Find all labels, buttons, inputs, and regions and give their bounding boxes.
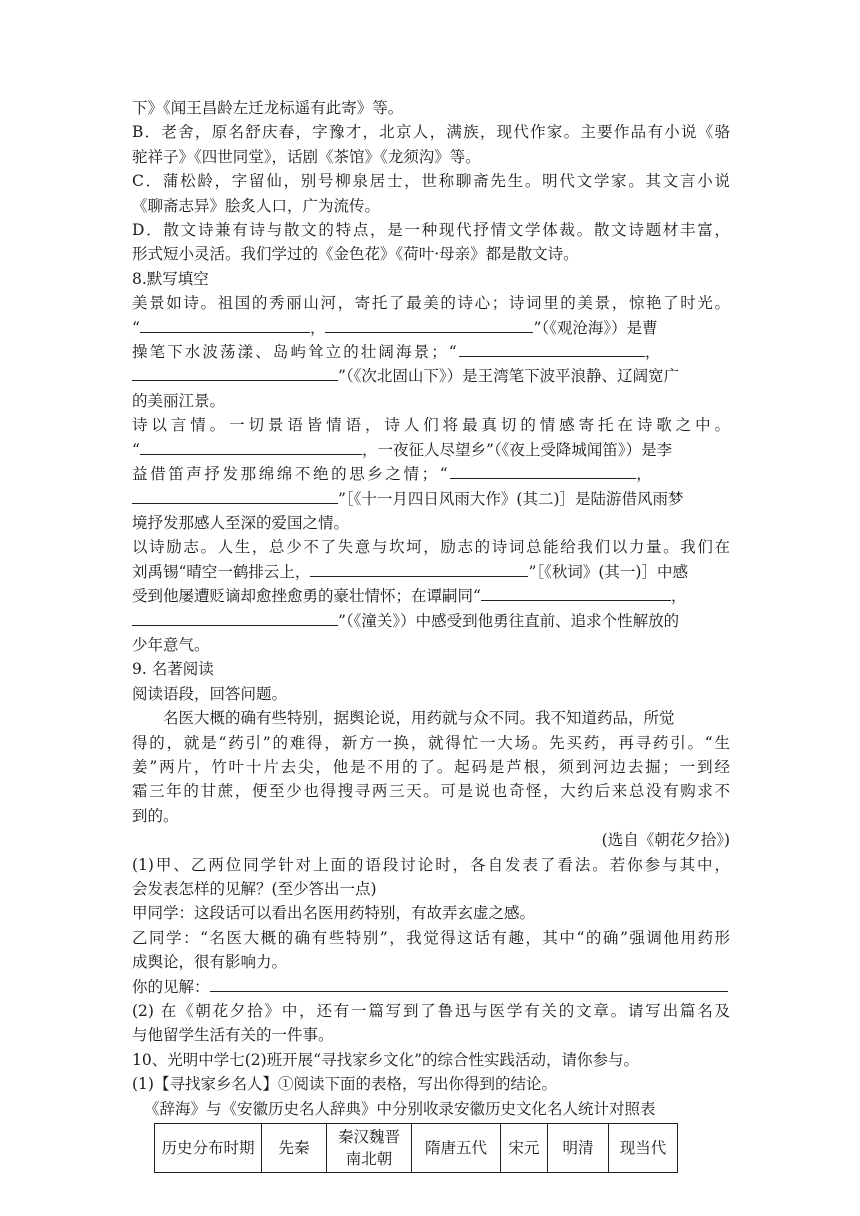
text-line: 诗以言情。一切景语皆情语，诗人们将最真切的情感寄托在诗歌之中。	[132, 416, 730, 435]
answer-blank[interactable]	[132, 365, 338, 381]
answer-blank[interactable]	[140, 317, 310, 333]
text-line: 境抒发那感人至深的爱国之情。	[132, 513, 350, 532]
option-b-line2: 驼祥子》《四世同堂》，话剧《茶馆》《龙须沟》等。	[132, 147, 481, 166]
option-c-line1: C．蒲松龄，字留仙，别号柳泉居士，世称聊斋先生。明代文学家。其文言小说	[132, 172, 730, 191]
answer-blank[interactable]	[132, 610, 338, 626]
option-c-line2: 《聊斋志异》脍炙人口，广为流传。	[132, 196, 381, 215]
option-d-line1: D．散文诗兼有诗与散文的特点，是一种现代抒情文学体裁。散文诗题材丰富，	[132, 221, 730, 240]
question-9-1-cont: 会发表怎样的见解？(至少答出一点)	[132, 880, 377, 898]
table-header-cell: 先秦	[262, 1124, 327, 1173]
table-header-cell: 明清	[548, 1124, 609, 1173]
student-yi-view-cont: 成舆论，很有影响力。	[132, 953, 288, 972]
answer-blank[interactable]	[210, 976, 728, 992]
question-10-heading: 10、光明中学七(2)班开展“寻找家乡文化”的综合性实践活动，请你参与。	[132, 1050, 640, 1069]
text-line: 下》《闻王昌龄左迁龙标遥有此寄》等。	[132, 99, 404, 117]
answer-blank[interactable]	[140, 439, 362, 455]
question-9-prompt: 阅读语段，回答问题。	[132, 684, 288, 703]
question-8-intro: 美景如诗。祖国的秀丽山河，寄托了最美的诗心；诗词里的美景，惊艳了时光。	[132, 294, 730, 313]
student-yi-view: 乙同学：“名医大概的确有些特别”，我觉得这话有趣，其中“的确”强调他用药形	[132, 928, 730, 947]
passage-line: 到的。	[132, 806, 179, 825]
table-header-cell: 秦汉魏晋南北朝	[327, 1124, 412, 1173]
fill-line: 受到他屡遭贬谪却愈挫愈勇的豪壮情怀；在谭嗣同“ ，	[132, 587, 687, 606]
text-line: 少年意气。	[132, 635, 210, 654]
passage-line: 霜三年的甘蔗，便至少也得搜寻两三天。可是说也奇怪，大约后来总没有购求不	[132, 782, 730, 801]
answer-blank[interactable]	[310, 561, 528, 577]
fill-line: 刘禹锡“晴空一鹤排云上， ”［《秋词》(其一)］中感	[132, 562, 688, 581]
fill-line: “ ，一夜征人尽望乡”（《夜上受降城闻笛》）是李	[132, 440, 673, 459]
text-line: 以诗励志。人生，总少不了失意与坎坷，励志的诗词总能给我们以力量。我们在	[132, 538, 730, 557]
passage-line: 得的，就是“药引”的难得，新方一换，就得忙一大场。先买药，再寻药引。“生	[132, 733, 730, 752]
passage-line: 姜”两片，竹叶十片去尖，他是不用的了。起码是芦根，须到河边去掘；一到经	[132, 757, 730, 776]
fill-line: ”（《潼关》）中感受到他勇往直前、追求个性解放的	[132, 609, 730, 633]
passage-source: (选自《朝花夕拾》)	[601, 831, 730, 850]
question-9-2-cont: 与他留学生活有关的一件事。	[132, 1026, 334, 1045]
question-9-heading: 9. 名著阅读	[132, 660, 214, 679]
table-caption: 《辞海》与《安徽历史名人辞典》中分别收录安徽历史文化名人统计对照表	[144, 1099, 656, 1118]
table-header-cell: 历史分布时期	[155, 1124, 262, 1173]
exam-page	[132, 96, 730, 1173]
student-jia-view: 甲同学：这段话可以看出名医用药特别，有故弄玄虚之感。	[132, 904, 536, 923]
fill-line: ”［《十一月四日风雨大作》(其二)］是陆游借风雨梦	[132, 487, 730, 511]
text-line: 的美丽江景。	[132, 391, 226, 410]
answer-blank[interactable]	[325, 317, 533, 333]
option-b-line1: B．老舍，原名舒庆春，字豫才，北京人，满族，现代作家。主要作品有小说《骆	[132, 123, 730, 142]
table-row	[155, 1124, 678, 1173]
question-10-1: (1)【寻找家乡名人】①阅读下面的表格，写出你得到的结论。	[132, 1075, 557, 1094]
question-9-1: (1)甲、乙两位同学针对上面的语段讨论时，各自发表了看法。若你参与其中，	[132, 855, 730, 874]
passage-line: 名医大概的确有些特别，据舆论说，用药就与众不同。我不知道药品，所觉	[163, 709, 675, 728]
answer-blank[interactable]	[481, 585, 671, 601]
question-9-2: (2) 在《朝花夕拾》中，还有一篇写到了鲁迅与医学有关的文章。请写出篇名及	[132, 1002, 730, 1021]
fill-line: “ ， ”（《观沧海》）是曹	[132, 318, 658, 337]
answer-blank[interactable]	[132, 488, 338, 504]
statistics-table	[154, 1123, 678, 1173]
option-d-line2: 形式短小灵活。我们学过的《金色花》《荷叶·母亲》都是散文诗。	[132, 245, 579, 264]
fill-line: 操笔下水波荡漾、岛屿耸立的壮阔海景；“ ，	[132, 343, 661, 362]
question-8-heading: 8.默写填空	[132, 269, 209, 288]
fill-line: 益借笛声抒发那绵绵不绝的思乡之情；“ ，	[132, 465, 652, 484]
table-header-cell: 宋元	[501, 1124, 548, 1173]
answer-blank[interactable]	[459, 341, 645, 357]
table-header-cell: 现当代	[609, 1124, 678, 1173]
answer-blank[interactable]	[450, 463, 636, 479]
table-header-cell: 隋唐五代	[412, 1124, 501, 1173]
fill-line: ”（《次北固山下》）是王湾笔下波平浪静、辽阔宽广	[132, 364, 730, 388]
your-view-line: 你的见解：	[132, 975, 730, 999]
